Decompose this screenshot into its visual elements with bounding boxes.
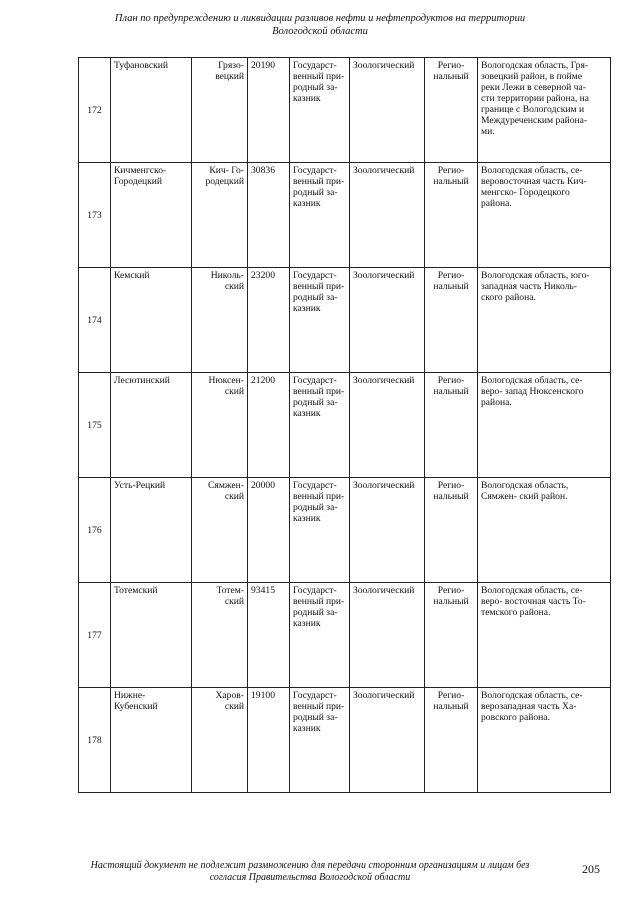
- profile-cell: Зоологический: [350, 373, 425, 478]
- significance-cell: Регио- нальный: [425, 583, 478, 688]
- footer-line-1: Настоящий документ не подлежит размножению для передачи сторонним организациям и лицам без: [90, 860, 530, 871]
- table-row: [79, 163, 611, 268]
- area-ha-cell: 20190: [248, 58, 290, 163]
- area-ha-cell: 30836: [248, 163, 290, 268]
- location-cell: Вологодская область, се- веро- восточная часть То- темского района.: [478, 583, 611, 688]
- district-cell: Грязо- вецкий: [192, 58, 248, 163]
- significance-cell: Регио- нальный: [425, 688, 478, 793]
- location-cell: Вологодская область, Сямжен- ский район.: [478, 478, 611, 583]
- row-number-cell: 178: [79, 688, 111, 793]
- document-header: [60, 12, 580, 38]
- profile-cell: Зоологический: [350, 58, 425, 163]
- profile-cell: Зоологический: [350, 268, 425, 373]
- row-number-cell: 177: [79, 583, 111, 688]
- table-row: [79, 268, 611, 373]
- header-line-2: Вологодской области: [272, 26, 368, 37]
- location-cell: Вологодская область, се- веро- запад Нюксенского района.: [478, 373, 611, 478]
- significance-cell: Регио- нальный: [425, 58, 478, 163]
- district-cell: Сямжен- ский: [192, 478, 248, 583]
- location-cell: Вологодская область, юго- западная часть Николь- ского района.: [478, 268, 611, 373]
- table-row: [79, 583, 611, 688]
- district-cell: Нюксен- ский: [192, 373, 248, 478]
- table-row: [79, 688, 611, 793]
- district-cell: Тотем- ский: [192, 583, 248, 688]
- profile-cell: Зоологический: [350, 478, 425, 583]
- category-cell: Государст- венный при- родный за- казник: [290, 268, 350, 373]
- header-line-1: План по предупреждению и ликвидации разливов нефти и нефтепродуктов на территории: [114, 13, 526, 24]
- profile-cell: Зоологический: [350, 688, 425, 793]
- area-ha-cell: 20000: [248, 478, 290, 583]
- profile-cell: Зоологический: [350, 163, 425, 268]
- reserve-name-cell: Лесютинский: [111, 373, 192, 478]
- protected-areas-table: [78, 57, 611, 793]
- row-number-cell: 174: [79, 268, 111, 373]
- category-cell: Государст- венный при- родный за- казник: [290, 478, 350, 583]
- category-cell: Государст- венный при- родный за- казник: [290, 688, 350, 793]
- table-row: [79, 478, 611, 583]
- reserve-name-cell: Усть-Рецкий: [111, 478, 192, 583]
- profile-cell: Зоологический: [350, 583, 425, 688]
- area-ha-cell: 93415: [248, 583, 290, 688]
- significance-cell: Регио- нальный: [425, 163, 478, 268]
- location-cell: Вологодская область, се- веровосточная часть Кич- менгско- Городецкого района.: [478, 163, 611, 268]
- area-ha-cell: 21200: [248, 373, 290, 478]
- location-cell: Вологодская область, Гря- зовецкий район, в пойме реки Лежи в северной ча- сти территории района, на границе с Вологодским и Междуреченским района- ми.: [478, 58, 611, 163]
- area-ha-cell: 19100: [248, 688, 290, 793]
- page-number: 205: [582, 862, 600, 876]
- table-row: [79, 373, 611, 478]
- row-number-cell: 176: [79, 478, 111, 583]
- row-number-cell: 172: [79, 58, 111, 163]
- district-cell: Николь- ский: [192, 268, 248, 373]
- category-cell: Государст- венный при- родный за- казник: [290, 163, 350, 268]
- reserve-name-cell: Нижне- Кубенский: [111, 688, 192, 793]
- table-row: [79, 58, 611, 163]
- reserve-name-cell: Кемский: [111, 268, 192, 373]
- significance-cell: Регио- нальный: [425, 478, 478, 583]
- area-ha-cell: 23200: [248, 268, 290, 373]
- district-cell: Харов- ский: [192, 688, 248, 793]
- significance-cell: Регио- нальный: [425, 268, 478, 373]
- district-cell: Кич- Го- родецкий: [192, 163, 248, 268]
- reserve-name-cell: Тотемский: [111, 583, 192, 688]
- document-footer: [70, 860, 550, 884]
- row-number-cell: 173: [79, 163, 111, 268]
- reserve-name-cell: Туфановский: [111, 58, 192, 163]
- category-cell: Государст- венный при- родный за- казник: [290, 373, 350, 478]
- significance-cell: Регио- нальный: [425, 373, 478, 478]
- row-number-cell: 175: [79, 373, 111, 478]
- category-cell: Государст- венный при- родный за- казник: [290, 583, 350, 688]
- category-cell: Государст- венный при- родный за- казник: [290, 58, 350, 163]
- reserve-name-cell: Кичменгско- Городецкий: [111, 163, 192, 268]
- footer-line-2: согласия Правительства Вологодской области: [209, 872, 411, 883]
- location-cell: Вологодская область, се- верозападная часть Ха- ровского района.: [478, 688, 611, 793]
